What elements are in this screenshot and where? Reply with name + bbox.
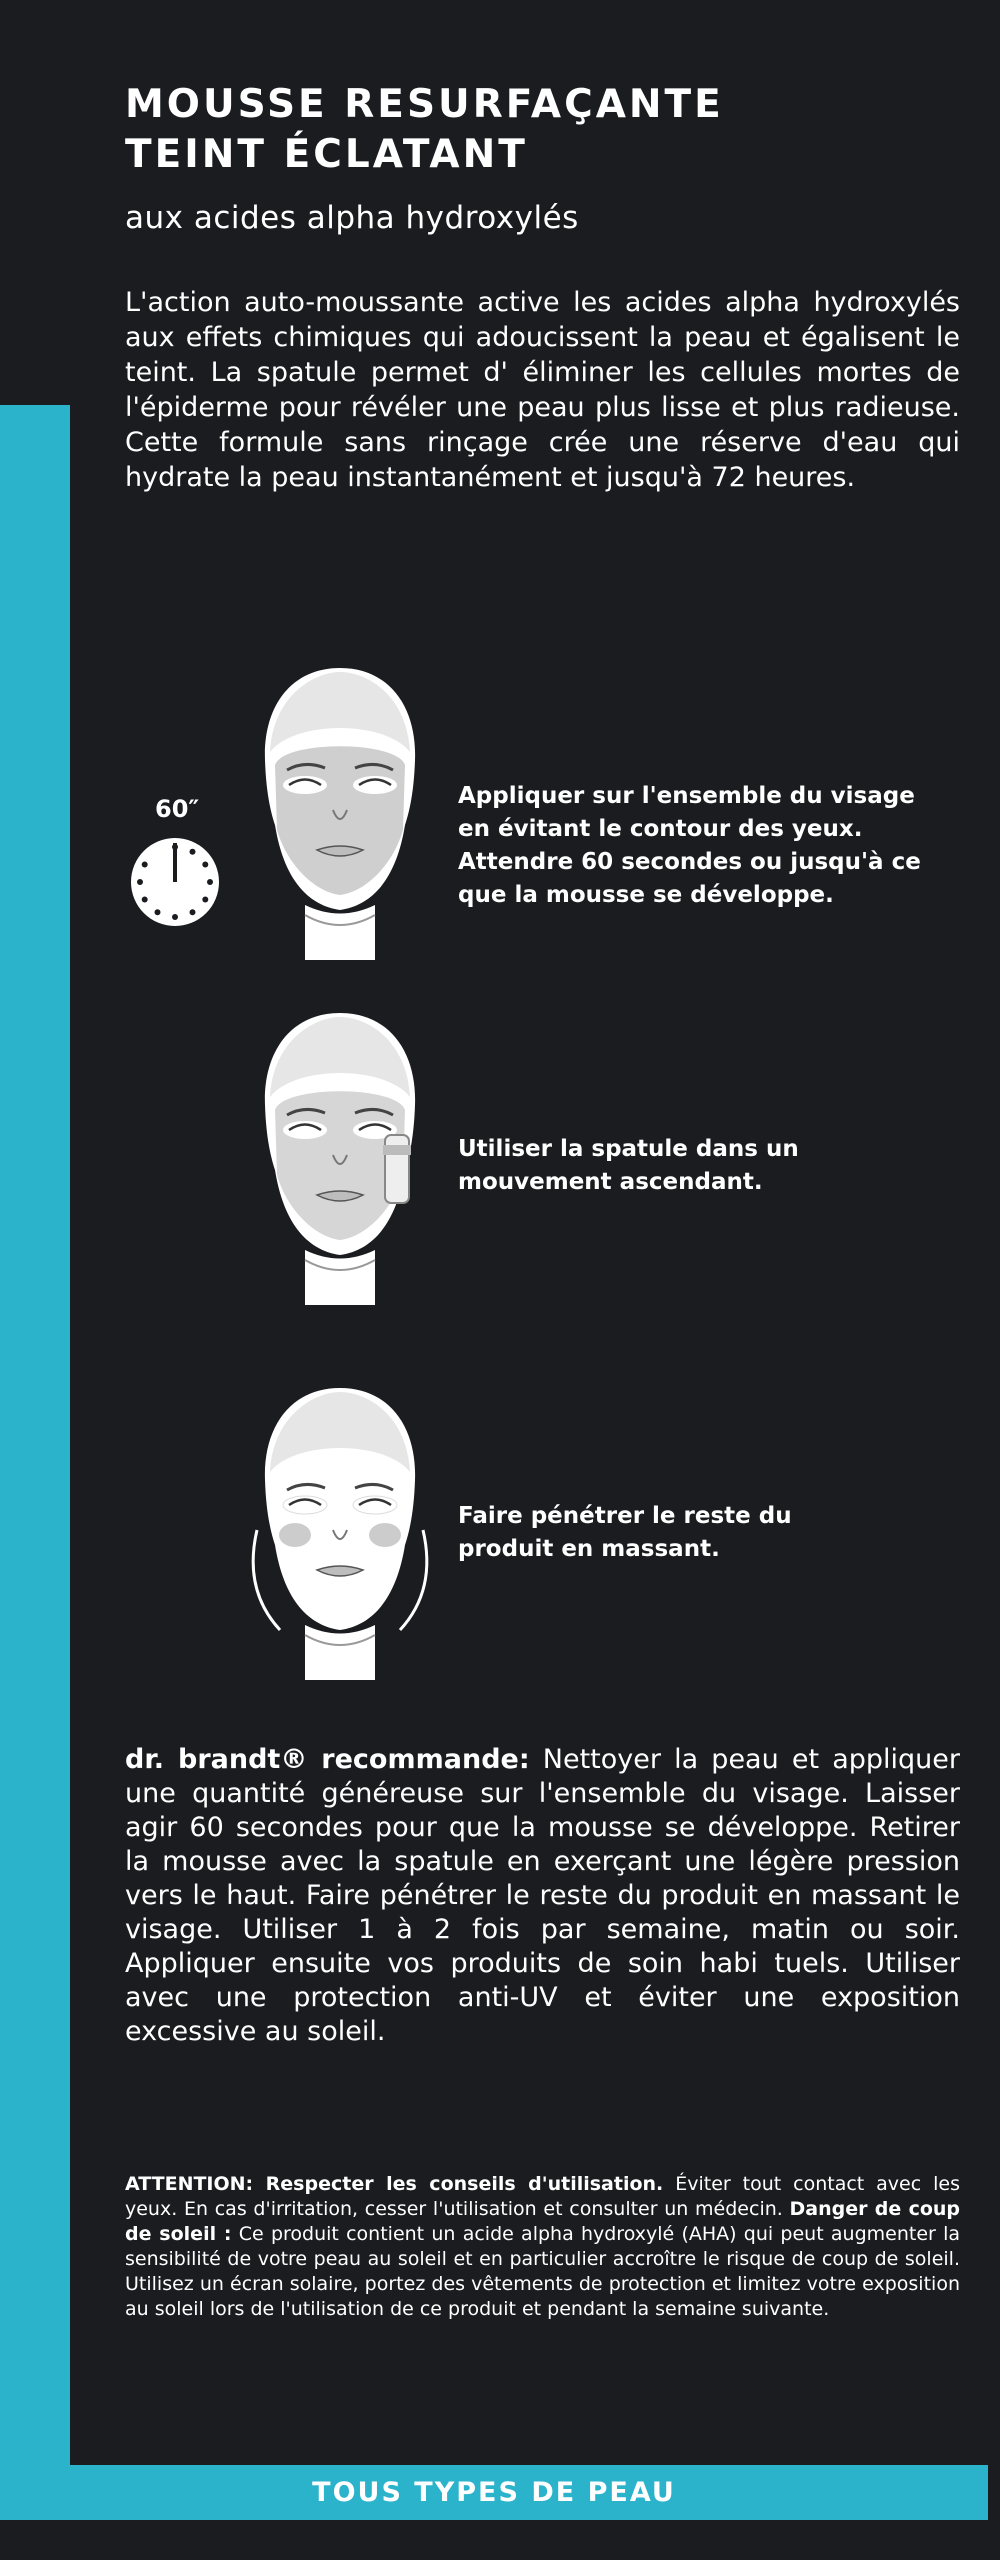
step-2-text: Utiliser la spatule dans un mouvement ascendant. [458,1136,799,1195]
product-title-line2: TEINT ÉCLATANT [125,132,528,177]
product-title-line1: MOUSSE RESURFAÇANTE [125,82,724,127]
product-description: L'action auto-moussante active les acides alpha hydroxylés aux effets chimiques qui adoucissent la peau et égalisent le teint. La spatule permet d' éliminer les cellules mortes de l'épiderme pour révéler une peau plus lisse et plus radieuse. Cette formule sans rinçage crée une réserve d'eau qui hydrate la peau instantanément et jusqu'à 72 heures. [125,287,960,493]
attention-label: ATTENTION: Respecter les conseils d'utilisation. [125,2173,664,2195]
timer-block [125,795,235,935]
warning-paragraph [125,2172,960,2322]
accent-stripe-left [0,405,70,2465]
face-mousse-icon [245,660,435,960]
step-3-text: Faire pénétrer le reste du produit en massant. [458,1503,792,1562]
face-massage-icon [235,1380,445,1680]
skin-type-label: TOUS TYPES DE PEAU [312,2477,676,2508]
timer-label: 60″ [155,795,200,823]
bottom-edge [0,2520,1000,2560]
danger-text: Ce produit contient un acide alpha hydroxylé (AHA) qui peut augmenter la sensibilité de votre peau au soleil et en particulier accroître le risque de coup de soleil. Utilisez un écran solaire, portez des vêtements de protection et limitez votre exposition au soleil lors de l'utilisation de ce produit et pendant la semaine suivante. [125,2223,960,2320]
step-1-text: Appliquer sur l'ensemble du visage en évitant le contour des yeux. Attendre 60 secondes ou jusqu'à ce que la mousse se développe. [458,783,921,908]
product-subtitle: aux acides alpha hydroxylés [125,200,579,236]
recommendation-lead: dr. brandt® recommande: [125,1744,530,1775]
skin-type-banner [0,2465,988,2520]
stopwatch-icon [128,835,222,929]
attention-text: Éviter tout contact avec les yeux. En cas d'irritation, cesser l'utilisation et consulter un médecin. [125,2173,960,2220]
danger-label: Danger de coup de soleil : [125,2198,961,2245]
recommendation-text: Nettoyer la peau et appliquer une quantité généreuse sur l'ensemble du visage. Laisser agir 60 secondes pour que la mousse se développe. Retirer la mousse avec la spatule en exerçant une légère pression vers le haut. Faire pénétrer le reste du produit en massant le visage. Utiliser 1 à 2 fois par semaine, matin ou soir. Appliquer ensuite vos produits de soin habi tuels. Utiliser avec une protection anti-UV et éviter une exposition excessive au soleil. [125,1744,960,2047]
recommendation-paragraph [125,1743,960,2049]
product-title [125,80,945,180]
face-spatula-icon [245,1005,435,1305]
